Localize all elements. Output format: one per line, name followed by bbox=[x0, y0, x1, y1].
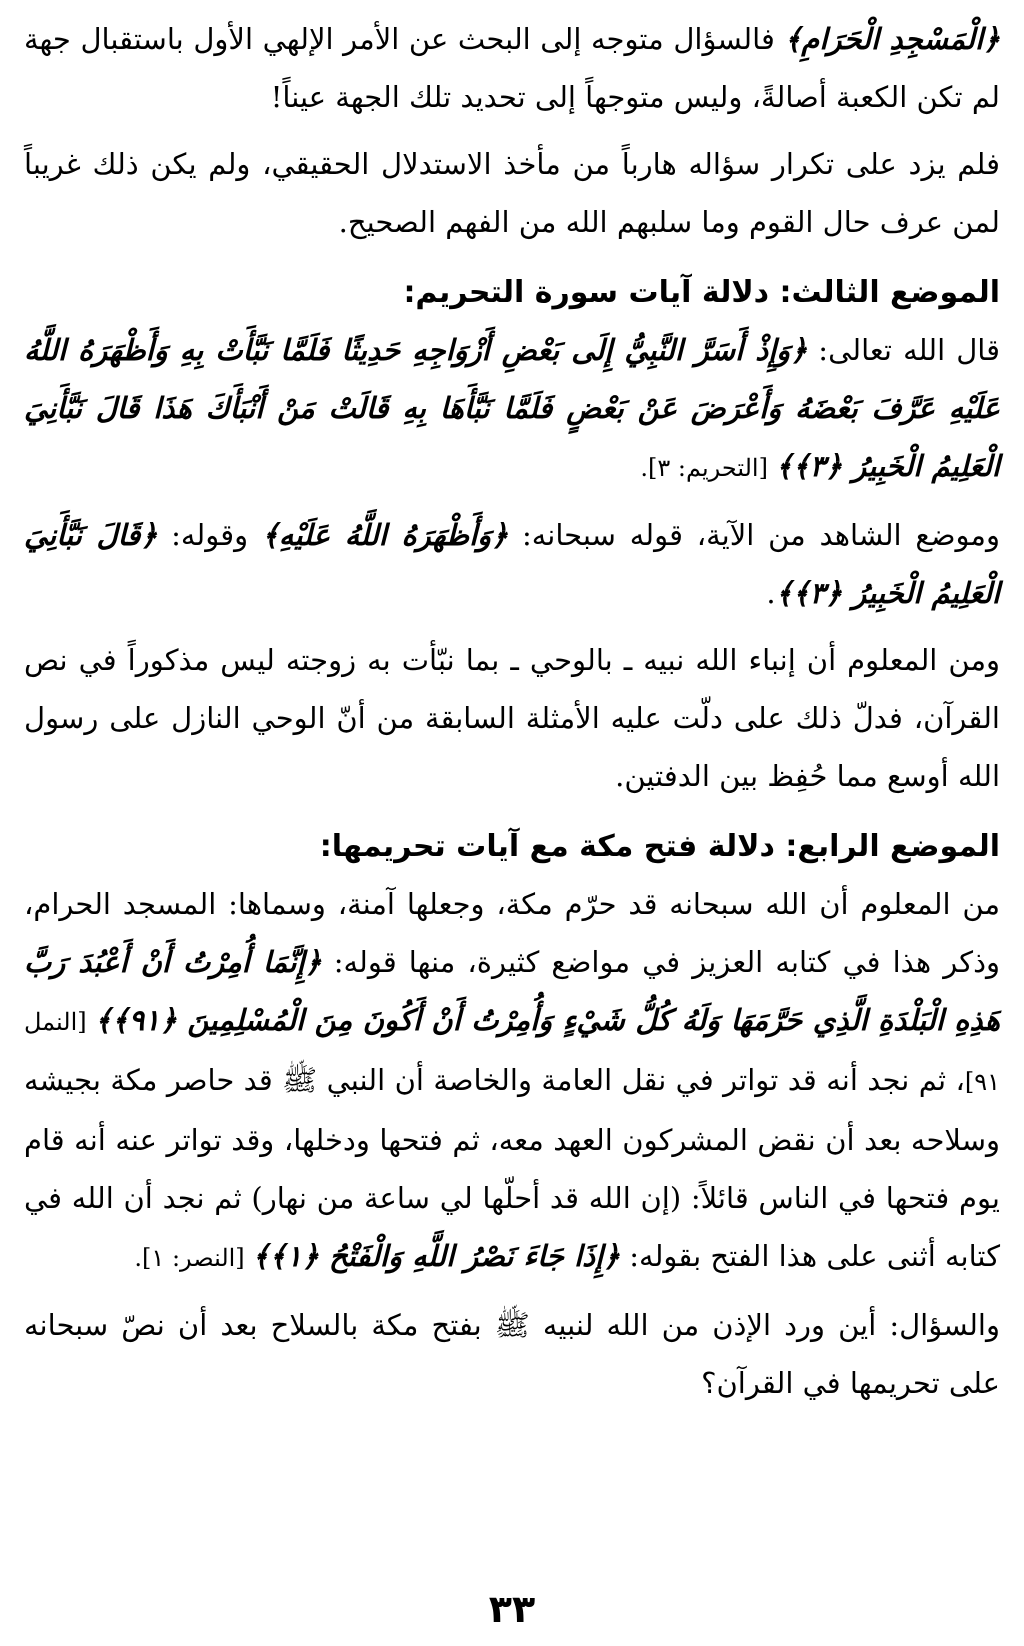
paragraph-1 bbox=[24, 10, 1000, 126]
paragraph-lead: وموضع الشاهد من الآية، قوله سبحانه: bbox=[508, 518, 1000, 552]
paragraph-text: والسؤال: أين ورد الإذن من الله لنبيه ﷺ بفتح مكة بالسلاح بعد أن نصّ سبحانه على تحريمها في القرآن؟ bbox=[24, 1308, 1000, 1400]
quran-quote: ﴿قَالَ نَبَّأَنِيَ الْعَلِيمُ الْخَبِيرُ ﴿٣﴾﴾ bbox=[24, 518, 1000, 610]
paragraph-text: ، ثم نجد أنه قد تواتر في نقل العامة والخاصة أن النبي ﷺ قد حاصر مكة بجيشه وسلاحه بعد أن نقض المشركون العهد معه، ثم فتحها ودخلها، وقد تواتر عنه أنه قام يوم فتحها في الناس قائلاً: (إن الله قد أحلّها لي ساعة من نهار) ثم نجد أن الله في كتابه أثنى على هذا الفتح بقوله: bbox=[24, 1063, 1000, 1273]
paragraph-lead: من المعلوم أن الله سبحانه قد حرّم مكة، وجعلها آمنة، وسماها: المسجد الحرام، وذكر هذا في كتابه العزيز في مواضع كثيرة، منها قوله: bbox=[24, 887, 1001, 979]
paragraph-4 bbox=[24, 506, 1000, 622]
verse-reference: [النمل ٩١] bbox=[24, 1008, 1000, 1096]
paragraph-lead: قال الله تعالى: bbox=[807, 333, 1000, 367]
paragraph-7 bbox=[24, 1296, 1000, 1412]
quran-quote: ﴿وَإِذْ أَسَرَّ النَّبِيُّ إِلَى بَعْضِ أَزْوَاجِهِ حَدِيثًا فَلَمَّا نَبَّأَتْ بِهِ وَأَظْهَرَهُ اللَّهُ عَلَيْهِ عَرَّفَ بَعْضَهُ وَأَعْرَضَ عَنْ بَعْضٍ فَلَمَّا نَبَّأَهَا بِهِ قَالَتْ مَنْ أَنْبَأَكَ هَذَا قَالَ نَبَّأَنِيَ الْعَلِيمُ الْخَبِيرُ ﴿٣﴾﴾ bbox=[24, 333, 1000, 483]
paragraph-tail: . bbox=[766, 576, 776, 610]
page-number: ٣٣ bbox=[488, 1587, 536, 1631]
quran-quote: ﴿الْمَسْجِدِ الْحَرَامِ﴾ bbox=[784, 22, 1000, 56]
paragraph-text: فالسؤال متوجه إلى البحث عن الأمر الإلهي الأول باستقبال جهة لم تكن الكعبة أصالةً، وليس متوجهاً إلى تحديد تلك الجهة عيناً! bbox=[24, 22, 1000, 114]
quran-quote: ﴿إِنَّمَا أُمِرْتُ أَنْ أَعْبُدَ رَبَّ هَذِهِ الْبَلْدَةِ الَّذِي حَرَّمَهَا وَلَهُ كُلُّ شَيْءٍ وَأُمِرْتُ أَنْ أَكُونَ مِنَ الْمُسْلِمِينَ ﴿٩١﴾﴾ bbox=[24, 945, 1001, 1037]
section-heading-fourth: الموضع الرابع: دلالة فتح مكة مع آيات تحريمها: bbox=[319, 829, 1000, 864]
paragraph-text: فلم يزد على تكرار سؤاله هارباً من مأخذ الاستدلال الحقيقي، ولم يكن ذلك غريباً لمن عرف حال القوم وما سلبهم الله من الفهم الصحيح. bbox=[24, 147, 1000, 239]
quran-quote: ﴿إِذَا جَاءَ نَصْرُ اللَّهِ وَالْفَتْحُ ﴿١﴾﴾ bbox=[252, 1239, 621, 1273]
verse-reference: [التحريم: ٣]. bbox=[640, 454, 776, 482]
paragraph-3 bbox=[24, 321, 1000, 497]
verse-reference: [النصر: ١]. bbox=[134, 1244, 253, 1272]
quran-quote: ﴿وَأَظْهَرَهُ اللَّهُ عَلَيْهِ﴾ bbox=[261, 518, 509, 552]
paragraph-5 bbox=[24, 631, 1000, 805]
paragraph-6 bbox=[24, 875, 1000, 1287]
section-heading-third: الموضع الثالث: دلالة آيات سورة التحريم: bbox=[403, 275, 1000, 310]
paragraph-2 bbox=[24, 135, 1000, 251]
paragraph-mid: وقوله: bbox=[157, 518, 262, 552]
book-page bbox=[24, 0, 1000, 1646]
paragraph-text: ومن المعلوم أن إنباء الله نبيه ـ بالوحي ـ بما نبّأت به زوجته ليس مذكوراً في نص القرآن، فدلّ ذلك على دلّت عليه الأمثلة السابقة من أنّ الوحي النازل على رسول الله أوسع مما حُفِظ بين الدفتين. bbox=[24, 643, 1000, 793]
